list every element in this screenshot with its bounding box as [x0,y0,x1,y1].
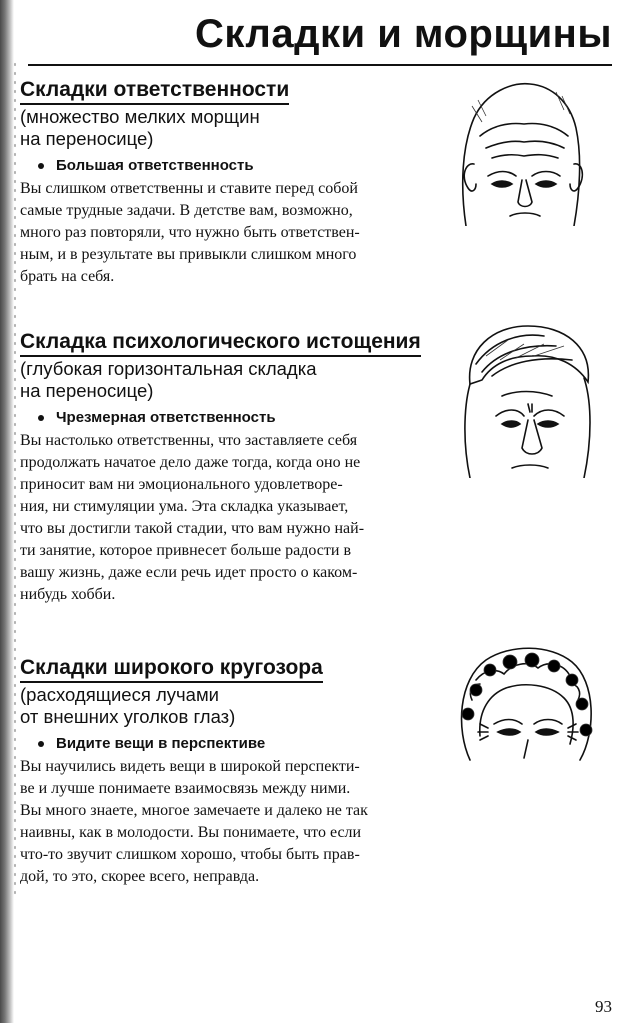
page-title: Складки и морщины [195,12,612,56]
bullet-item [38,735,450,752]
section-broad-outlook [20,656,450,888]
bullet-text: Чрезмерная ответственность [56,409,276,426]
page-number: 93 [595,997,612,1016]
section-exhaustion [20,330,450,606]
section-subtitle-line: (множество мелких морщин [20,106,260,127]
section-subtitle-line: (глубокая горизонтальная складка [20,358,317,379]
section-subtitle-line: на переносице) [20,380,154,401]
bullet-text: Видите вещи в перспективе [56,735,266,752]
body-line: ве и лучше понимаете взаимосвязь между ними. [20,780,351,797]
body-line: дой, то это, скорее всего, неправда. [20,868,260,885]
body-line: нибудь хобби. [20,586,116,603]
body-line: ным, и в результате вы привыкли слишком много [20,246,357,263]
bullet-item [38,157,450,174]
body-line: Вы слишком ответственны и ставите перед собой [20,180,358,197]
section-subtitle-line: на переносице) [20,128,154,149]
body-line: Вы научились видеть вещи в широкой перспекти- [20,758,360,775]
body-line: много раз повторяли, что нужно быть ответствен- [20,224,360,241]
bullet-text: Большая ответственность [56,157,254,174]
body-line: Вы настолько ответственны, что заставляете себя [20,432,358,449]
section-subtitle-line: от внешних уголков глаз) [20,706,236,727]
body-line: наивны, как в молодости. Вы понимаете, что если [20,824,362,841]
bullet-dot-icon [38,415,44,421]
balding-man-portrait [452,76,592,226]
section-heading: Складки широкого кругозора [20,656,323,683]
section-subtitle-line: (расходящиеся лучами [20,684,220,705]
body-line: приносит вам ни эмоционального удовлетворе- [20,476,343,493]
scan-speckle [12,60,18,900]
body-line: ния, ни стимуляции ума. Эта складка указывает, [20,498,349,515]
section-heading: Складки ответственности [20,78,289,105]
title-underline [28,64,612,66]
section-heading: Складка психологического истощения [20,330,421,357]
woman-portrait [450,640,600,790]
bullet-item [38,409,450,426]
body-line: ти занятие, которое привнесет больше радости в [20,542,351,559]
bullet-dot-icon [38,163,44,169]
body-line: вашу жизнь, даже если речь идет просто о каком- [20,564,358,581]
section-responsibility [20,78,450,288]
body-line: что-то звучит слишком хорошо, чтобы быть прав- [20,846,360,863]
body-line: Вы много знаете, многое замечаете и далеко не так [20,802,368,819]
bullet-dot-icon [38,741,44,747]
body-line: брать на себя. [20,268,115,285]
young-man-portrait [452,320,602,478]
body-line: что вы достигли такой стадии, что вам нужно най- [20,520,365,537]
body-line: продолжать начатое дело даже тогда, когда оно не [20,454,361,471]
body-line: самые трудные задачи. В детстве вам, возможно, [20,202,353,219]
